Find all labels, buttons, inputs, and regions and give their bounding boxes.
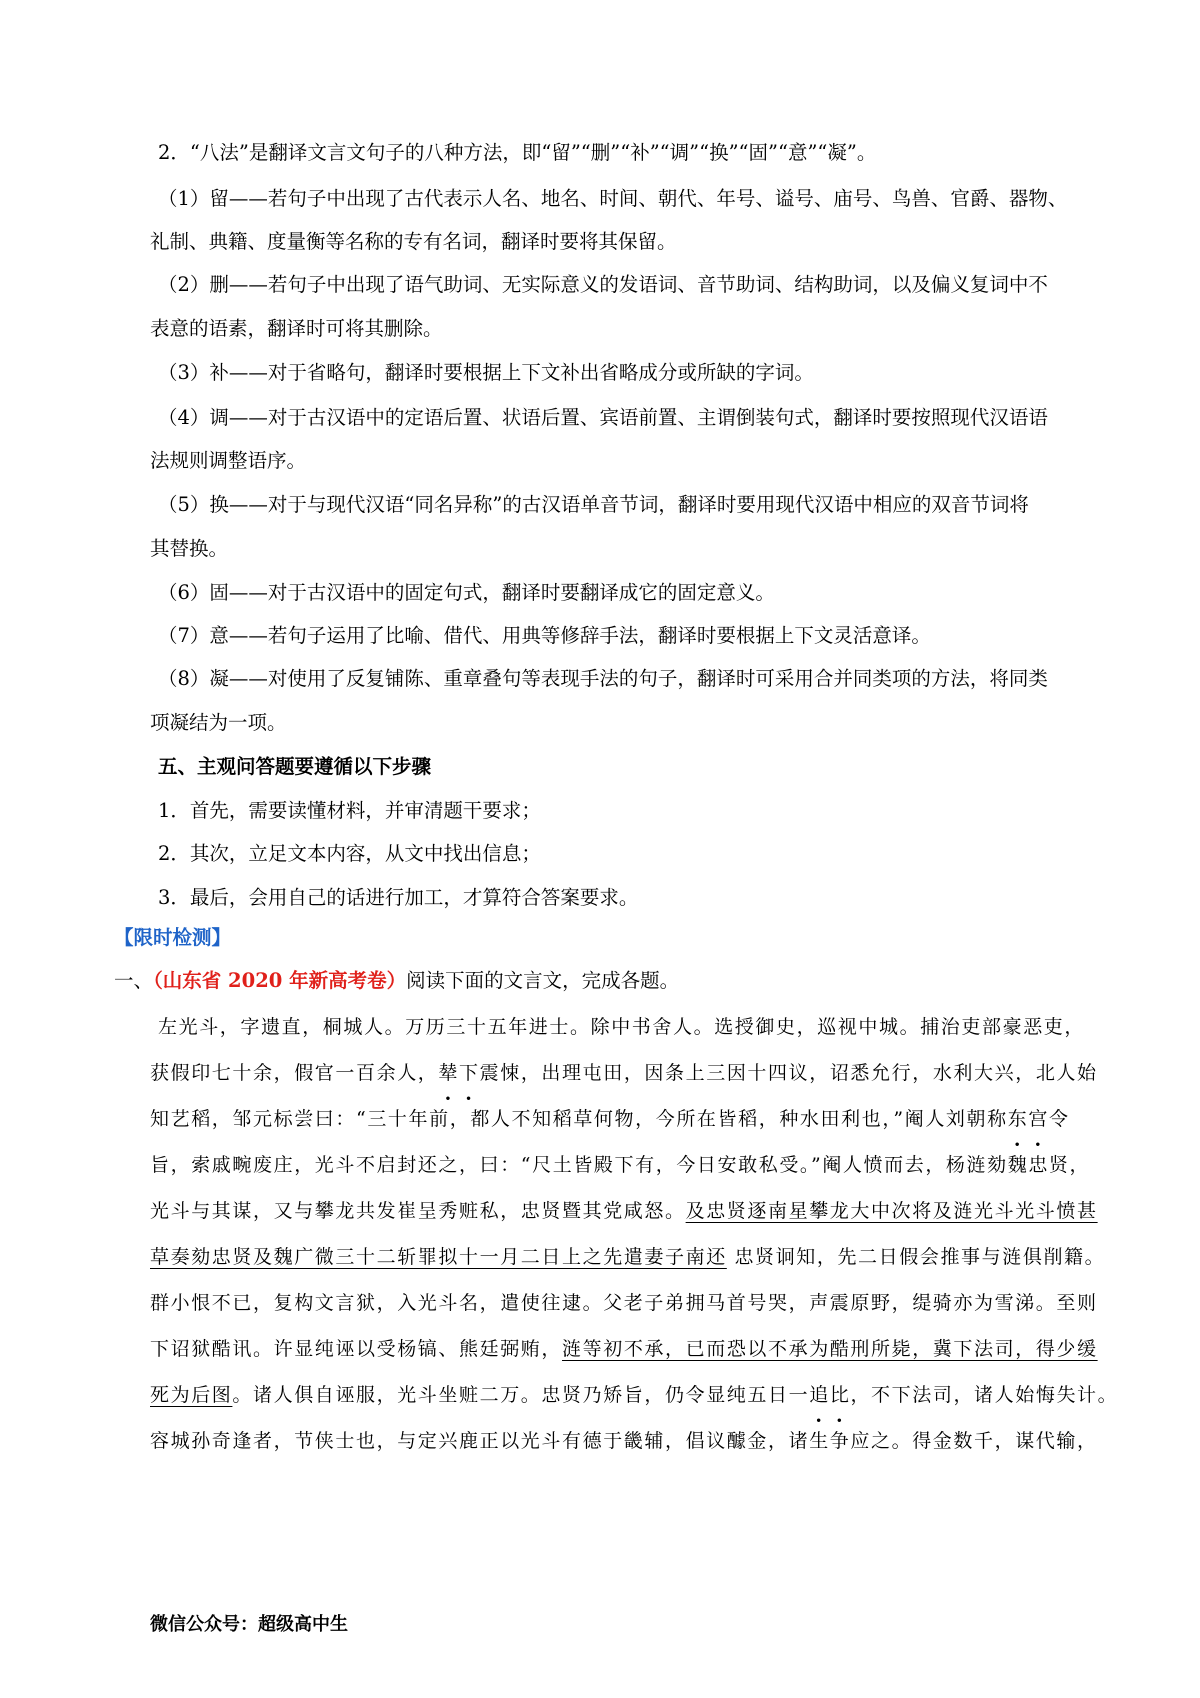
step-3: 3．最后，会用自己的话进行加工，才算符合答案要求。 bbox=[158, 886, 639, 909]
passage-text: 知艺稻，邹元标尝曰：“三十年前，都人不知稻草何物，今所在皆稻，种水田利也，”阉人刘朝称 bbox=[150, 1108, 1008, 1130]
passage-line-4: 旨，索戚畹废庄，光斗不启封还之，曰：“尺土皆殿下有，今日安敢私受。”阉人愤而去，杨涟劾魏忠贤， bbox=[150, 1154, 1091, 1176]
passage-line-5 bbox=[150, 1188, 1100, 1234]
question-1-text: 阅读下面的文言文，完成各题。 bbox=[406, 969, 680, 992]
passage-line-1: 左光斗，字遗直，桐城人。万历三十五年进士。除中书舍人。选授御史，巡视中城。捕治吏部豪恶吏， bbox=[158, 1016, 1086, 1038]
method-2-line2: 表意的语素，翻译时可将其删除。 bbox=[150, 317, 443, 340]
passage-text: 令 bbox=[1048, 1108, 1070, 1130]
passage-line-9 bbox=[150, 1372, 1119, 1418]
section-5-title: 五、主观问答题要遵循以下步骤 bbox=[158, 755, 432, 778]
step-2: 2．其次，立足文本内容，从文中找出信息； bbox=[158, 842, 541, 865]
footer-wechat: 微信公众号：超级高中生 bbox=[150, 1614, 348, 1635]
method-4-line2: 法规则调整语序。 bbox=[150, 449, 307, 472]
passage-text: ，不下法司，诸人始悔失计。 bbox=[850, 1384, 1119, 1406]
passage-line-6 bbox=[150, 1234, 1106, 1280]
question-1-prefix: 一、 bbox=[114, 969, 154, 992]
passage-line-8 bbox=[150, 1326, 1100, 1372]
question-1-source: （山东省 2020 年新高考卷） bbox=[153, 969, 407, 992]
underlined-sentence: 草奏劾忠贤及魏广微三十二斩罪拟十一月二日上之先遣妻子南还 bbox=[150, 1246, 727, 1268]
method-8-line2: 项凝结为一项。 bbox=[150, 711, 287, 734]
method-7: （7）意——若句子运用了比喻、借代、用典等修辞手法，翻译时要根据上下文灵活意译。 bbox=[158, 624, 931, 647]
passage-text: 。诸人俱自诬服，光斗坐赃二万。忠贤乃矫旨，仍令显纯五日一 bbox=[232, 1384, 810, 1406]
passage-text: 光斗与其谋，又与攀龙共发崔呈秀赃私，忠贤暨其党咸怒。 bbox=[150, 1200, 686, 1222]
passage-text: 获假印七十余，假官一百余人， bbox=[150, 1062, 439, 1084]
passage-line-2 bbox=[150, 1050, 1100, 1096]
underlined-sentence: 死为后图 bbox=[150, 1384, 233, 1406]
passage-text: 下诏狱酷讯。许显纯诬以受杨镐、熊廷弼贿， bbox=[150, 1338, 563, 1360]
method-2-line1: （2）删——若句子中出现了语气助词、无实际意义的发语词、音节助词、结构助词，以及偏义复词中不 bbox=[158, 273, 1048, 296]
passage-line-7: 群小恨不已，复构文言狱，入光斗名，遣使往逮。父老子弟拥马首号哭，声震原野，缇骑亦为雪涕。至则 bbox=[150, 1292, 1098, 1314]
method-5-line2: 其替换。 bbox=[150, 537, 229, 560]
dotted-char: 宫 bbox=[1028, 1108, 1049, 1130]
method-6: （6）固——对于古汉语中的固定句式，翻译时要翻译成它的固定意义。 bbox=[158, 581, 775, 604]
passage-line-10: 容城孙奇逢者，节侠士也，与定兴鹿正以光斗有德于畿辅，倡议醵金，诸生争应之。得金数千，谋代输， bbox=[150, 1430, 1098, 1452]
question-1-line bbox=[114, 958, 1064, 1004]
method-3: （3）补——对于省略句，翻译时要根据上下文补出省略成分或所缺的字词。 bbox=[158, 361, 814, 384]
dotted-char: 比 bbox=[829, 1384, 851, 1406]
underlined-sentence: 及忠贤逐南星攀龙大中次将及涟光斗光斗愤甚 bbox=[685, 1200, 1098, 1222]
method-1-line2: 礼制、典籍、度量衡等名称的专有名词，翻译时要将其保留。 bbox=[150, 230, 677, 253]
method-8-line1: （8）凝——对使用了反复铺陈、重章叠句等表现手法的句子，翻译时可采用合并同类项的方法，将同类 bbox=[158, 667, 1048, 690]
method-5-line1: （5）换——对于与现代汉语“同名异称”的古汉语单音节词，翻译时要用现代汉语中相应的双音节词将 bbox=[158, 493, 1029, 516]
dotted-char: 追 bbox=[809, 1384, 830, 1406]
step-1: 1．首先，需要读懂材料，并审清题干要求； bbox=[158, 799, 541, 822]
method-intro: 2．“八法”是翻译文言文句子的八种方法，即“留”“删”“补”“调”“换”“固”“意”“凝”。 bbox=[158, 141, 877, 164]
passage-text: 忠贤诇知，先二日假会推事与涟俱削籍。 bbox=[726, 1246, 1106, 1268]
dotted-char: 下 bbox=[459, 1062, 480, 1084]
method-1-line1: （1）留——若句子中出现了古代表示人名、地名、时间、朝代、年号、谥号、庙号、鸟兽、官爵、器物、 bbox=[158, 187, 1068, 210]
passage-text: 震悚，出理屯田，因条上三因十四议，诏悉允行，水利大兴，北人始 bbox=[479, 1062, 1098, 1084]
dotted-char: 东 bbox=[1007, 1108, 1029, 1130]
dotted-char: 辇 bbox=[438, 1062, 460, 1084]
passage-line-3 bbox=[150, 1096, 1100, 1142]
underlined-sentence: 涟等初不承，已而恐以不承为酷刑所毙，冀下法司，得少缓 bbox=[562, 1338, 1098, 1360]
method-4-line1: （4）调——对于古汉语中的定语后置、状语后置、宾语前置、主谓倒装句式，翻译时要按照现代汉语语 bbox=[158, 406, 1048, 429]
test-header: 【限时检测】 bbox=[114, 926, 232, 949]
